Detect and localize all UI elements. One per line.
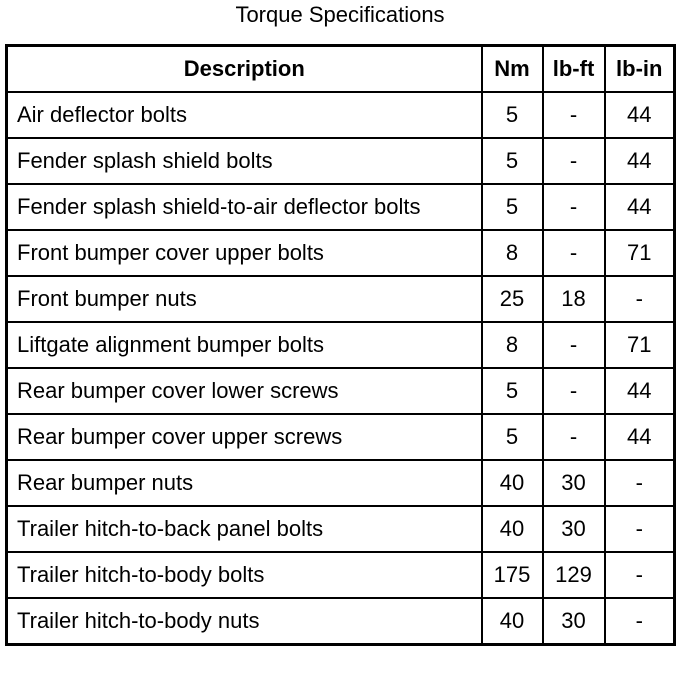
cell-lbft: 18 — [543, 276, 605, 322]
table-row — [7, 276, 675, 322]
table-row — [7, 460, 675, 506]
table-row — [7, 322, 675, 368]
cell-nm: 8 — [482, 322, 543, 368]
cell-lbft: 30 — [543, 460, 605, 506]
cell-lbin: 44 — [605, 368, 675, 414]
cell-description: Fender splash shield bolts — [7, 138, 482, 184]
cell-lbin: - — [605, 598, 675, 645]
cell-description: Rear bumper cover upper screws — [7, 414, 482, 460]
torque-spec-table — [5, 44, 676, 646]
cell-nm: 5 — [482, 414, 543, 460]
cell-lbin: - — [605, 460, 675, 506]
table-body — [7, 92, 675, 645]
cell-lbin: - — [605, 506, 675, 552]
column-header-lbin: lb-in — [605, 46, 675, 93]
column-header-lbft: lb-ft — [543, 46, 605, 93]
table-row — [7, 598, 675, 645]
table-row — [7, 552, 675, 598]
cell-nm: 175 — [482, 552, 543, 598]
table-row — [7, 92, 675, 138]
cell-lbft: - — [543, 92, 605, 138]
cell-lbft: 30 — [543, 506, 605, 552]
cell-lbin: - — [605, 552, 675, 598]
table-row — [7, 368, 675, 414]
table-row — [7, 414, 675, 460]
cell-nm: 40 — [482, 506, 543, 552]
cell-lbft: - — [543, 322, 605, 368]
header-row — [7, 46, 675, 93]
cell-nm: 5 — [482, 138, 543, 184]
cell-lbin: 44 — [605, 138, 675, 184]
cell-description: Trailer hitch-to-back panel bolts — [7, 506, 482, 552]
cell-description: Trailer hitch-to-body bolts — [7, 552, 482, 598]
cell-lbin: 44 — [605, 414, 675, 460]
cell-description: Air deflector bolts — [7, 92, 482, 138]
cell-lbft: - — [543, 368, 605, 414]
cell-lbft: - — [543, 184, 605, 230]
cell-lbft: - — [543, 230, 605, 276]
cell-description: Front bumper cover upper bolts — [7, 230, 482, 276]
cell-description: Rear bumper cover lower screws — [7, 368, 482, 414]
cell-nm: 25 — [482, 276, 543, 322]
cell-description: Liftgate alignment bumper bolts — [7, 322, 482, 368]
cell-description: Fender splash shield-to-air deflector bolts — [7, 184, 482, 230]
cell-nm: 40 — [482, 598, 543, 645]
cell-description: Front bumper nuts — [7, 276, 482, 322]
cell-lbin: 44 — [605, 92, 675, 138]
cell-lbft: 129 — [543, 552, 605, 598]
cell-description: Rear bumper nuts — [7, 460, 482, 506]
cell-lbft: - — [543, 138, 605, 184]
cell-nm: 40 — [482, 460, 543, 506]
table-row — [7, 138, 675, 184]
column-header-nm: Nm — [482, 46, 543, 93]
table-row — [7, 184, 675, 230]
cell-lbft: 30 — [543, 598, 605, 645]
cell-lbin: - — [605, 276, 675, 322]
cell-description: Trailer hitch-to-body nuts — [7, 598, 482, 645]
table-row — [7, 506, 675, 552]
cell-nm: 5 — [482, 368, 543, 414]
column-header-description: Description — [7, 46, 482, 93]
cell-lbin: 71 — [605, 322, 675, 368]
cell-lbin: 71 — [605, 230, 675, 276]
cell-lbft: - — [543, 414, 605, 460]
table-title: Torque Specifications — [235, 2, 445, 27]
cell-lbin: 44 — [605, 184, 675, 230]
cell-nm: 5 — [482, 184, 543, 230]
table-row — [7, 230, 675, 276]
cell-nm: 8 — [482, 230, 543, 276]
cell-nm: 5 — [482, 92, 543, 138]
